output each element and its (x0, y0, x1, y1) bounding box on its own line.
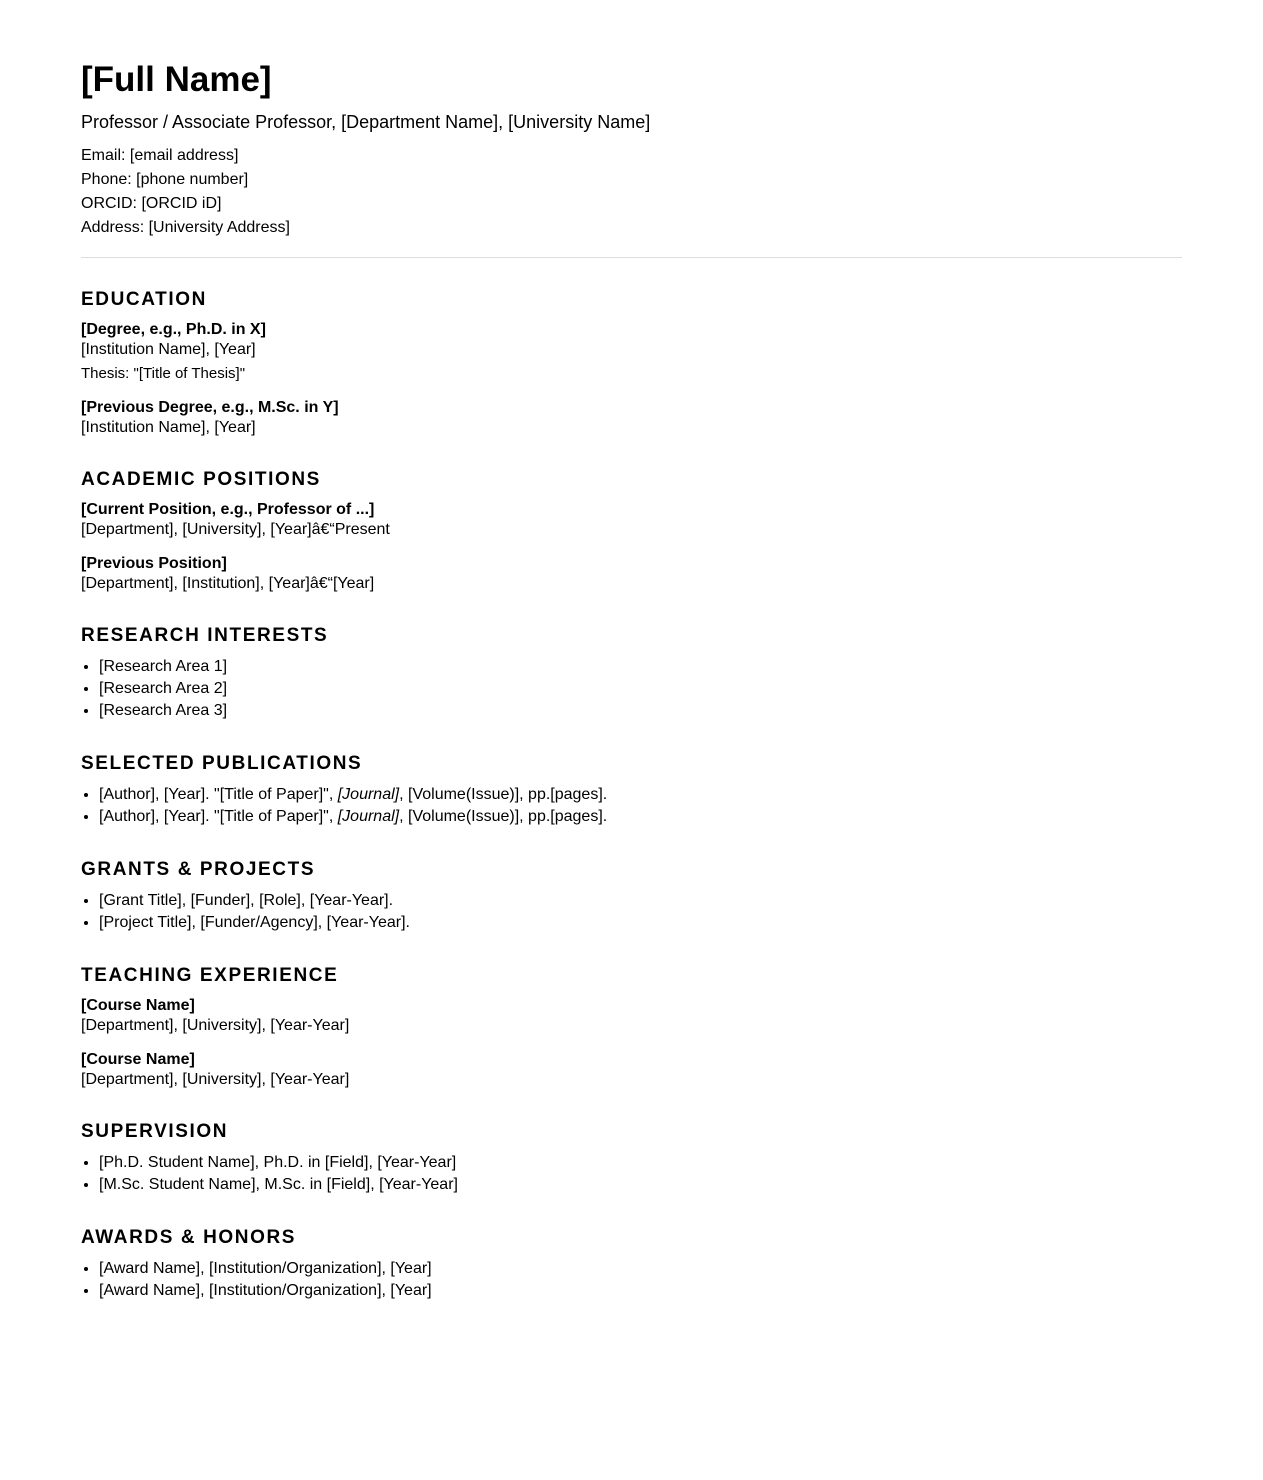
list-item: • [Research Area 3] (99, 700, 1182, 722)
course-detail: [Department], [University], [Year-Year] (81, 1017, 350, 1034)
publication-item (99, 784, 1182, 806)
position-detail: [Department], [Institution], [Year]â€“[Year] (81, 575, 375, 592)
contact-info (81, 144, 1182, 240)
journal: [Journal] (337, 786, 400, 803)
section-heading: RESEARCH INTERESTS (81, 625, 329, 646)
institution: [Institution Name], [Year] (81, 341, 256, 358)
degree: [Previous Degree, e.g., M.Sc. in Y] (81, 399, 339, 416)
grants-section (81, 858, 1182, 934)
job-title: Professor / Associate Professor, [Department Name], [University Name] (81, 112, 651, 132)
list-item: • [Grant Title], [Funder], [Role], [Year-Year]. (99, 890, 1182, 912)
list-item: • [Project Title], [Funder/Agency], [Year-Year]. (99, 912, 1182, 934)
journal: [Journal] (337, 808, 400, 825)
list-item: • [M.Sc. Student Name], M.Sc. in [Field], [Year-Year] (99, 1174, 1182, 1196)
list-item: • [Research Area 1] (99, 656, 1182, 678)
list-item: • [Award Name], [Institution/Organization], [Year] (99, 1258, 1182, 1280)
research-section (81, 624, 1182, 722)
pub-text: , [Volume(Issue)], pp.[pages]. (399, 786, 608, 803)
institution: [Institution Name], [Year] (81, 419, 256, 436)
section-heading: ACADEMIC POSITIONS (81, 469, 321, 490)
divider (81, 257, 1182, 258)
section-heading: SUPERVISION (81, 1121, 229, 1142)
section-heading: EDUCATION (81, 289, 207, 310)
address: Address: [University Address] (81, 219, 290, 236)
publication-item (99, 806, 1182, 828)
course-entry (81, 996, 1182, 1036)
full-name: [Full Name] (81, 60, 272, 99)
degree: [Degree, e.g., Ph.D. in X] (81, 321, 266, 338)
section-heading: AWARDS & HONORS (81, 1227, 297, 1248)
course-name: [Course Name] (81, 997, 195, 1014)
education-entry (81, 398, 1182, 438)
orcid: ORCID: [ORCID iD] (81, 195, 222, 212)
awards-section (81, 1226, 1182, 1302)
pub-text: , [Volume(Issue)], pp.[pages]. (399, 808, 608, 825)
education-entry (81, 320, 1182, 384)
pub-text: [Author], [Year]. "[Title of Paper]", (99, 808, 338, 825)
course-name: [Course Name] (81, 1051, 195, 1068)
course-entry (81, 1050, 1182, 1090)
position-title: [Previous Position] (81, 555, 227, 572)
pub-text: [Author], [Year]. "[Title of Paper]", (99, 786, 338, 803)
education-section (81, 288, 1182, 438)
position-entry (81, 554, 1182, 594)
course-detail: [Department], [University], [Year-Year] (81, 1071, 350, 1088)
phone: Phone: [phone number] (81, 171, 249, 188)
thesis: Thesis: "[Title of Thesis]" (81, 365, 246, 382)
section-heading: TEACHING EXPERIENCE (81, 965, 339, 986)
section-heading: GRANTS & PROJECTS (81, 859, 316, 880)
list-item: • [Award Name], [Institution/Organization], [Year] (99, 1280, 1182, 1302)
teaching-section (81, 964, 1182, 1090)
position-entry (81, 500, 1182, 540)
list-item: • [Research Area 2] (99, 678, 1182, 700)
positions-section (81, 468, 1182, 594)
email: Email: [email address] (81, 147, 239, 164)
list-item: • [Ph.D. Student Name], Ph.D. in [Field], [Year-Year] (99, 1152, 1182, 1174)
position-detail: [Department], [University], [Year]â€“Present (81, 521, 390, 538)
publications-section (81, 752, 1182, 828)
section-heading: SELECTED PUBLICATIONS (81, 753, 363, 774)
supervision-section (81, 1120, 1182, 1196)
position-title: [Current Position, e.g., Professor of ...] (81, 501, 375, 518)
